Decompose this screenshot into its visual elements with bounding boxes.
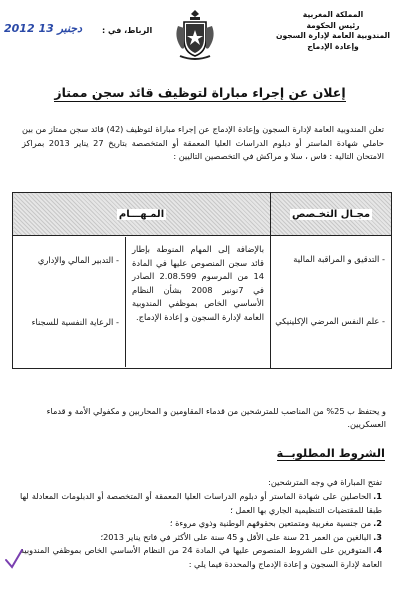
moroccan-coat-of-arms-icon bbox=[172, 8, 218, 62]
check-mark-icon bbox=[4, 548, 24, 570]
date-line bbox=[4, 22, 154, 40]
header-block bbox=[272, 10, 394, 52]
specialties-table bbox=[12, 192, 392, 369]
header-kingdom: المملكة المغربية bbox=[302, 10, 364, 19]
header-government: رئيس الحكومة bbox=[306, 20, 360, 30]
table-row bbox=[13, 236, 392, 369]
task-item: - الرعاية النفسية للسجناء bbox=[31, 317, 119, 327]
list-item: 3.البالغين من العمر 21 سنة على الأقل و 45 سنة على الأكثر في فاتح يناير 2013؛ bbox=[100, 531, 382, 542]
col-tasks-header: المـهـــام bbox=[13, 193, 271, 236]
date-label: الرباط، في : bbox=[102, 26, 153, 35]
announcement-title-text: إعلان عن إجراء مباراة لتوظيف قائد سجن ممتاز bbox=[54, 85, 346, 100]
specialty-item: - التدقيق و المراقبة المالية bbox=[293, 254, 385, 264]
reserved-posts-note: و يحتفظ ب 25% من المناصب للمترشحين من قدماء المقاومين و المحاربين و مكفولي الأمة و قدماء العسكريين. bbox=[46, 406, 386, 429]
conditions-list bbox=[20, 490, 382, 571]
list-item: 4.المتوفرين على الشروط المنصوص عليها في المادة 24 من النظام الأساسي الخاص بموظفي المندوبية العامة لإدارة السجون و إعادة الإدماج والمحددة فيما يلي : bbox=[20, 545, 383, 569]
table-header-row bbox=[13, 193, 392, 236]
tasks-list bbox=[13, 237, 125, 367]
header-delegation-2: وإعادة الإدماج bbox=[307, 41, 359, 51]
header-delegation-1: المندوبية العامة لإدارة السجون bbox=[275, 31, 391, 40]
conditions-intro: تفتح المباراة في وجه المترشحين: bbox=[268, 477, 382, 487]
intro-paragraph: تعلن المندوبية العامة لإدارة السجون وإعادة الإدماج عن إجراء مباراة لتوظيف (42) قائد سجن ممتاز من بين حاملي شهادة الماستر أو دبلوم الدراسات العليا المعمقة أو المتخصصة بتاريخ 27 يناير 2013 بمراكز الامتحان التالية : فاس ، سلا و مراكش في التخصصين التاليين : bbox=[22, 124, 384, 161]
date-handwritten: 2012 دجنبر 13 bbox=[4, 22, 83, 35]
tasks-text: بالإضافة إلى المهام المنوطة بإطار قائد سجن المنصوص عليها في المادة 14 من المرسوم 2.08.599 الصادر في 7نونبر 2008 بشأن النظام الأساسي الخاص بموظفي المندوبية العامة لإدارة السجون و إعادة الإدماج. bbox=[125, 237, 270, 367]
col-spec-header: مجـال التخـصص bbox=[271, 193, 392, 236]
list-item: 2.من جنسية مغربية ومتمتعين بحقوقهم الوطنية وذوي مروءة ؛ bbox=[169, 518, 382, 528]
conditions-title bbox=[0, 446, 385, 460]
task-item: - التدبير المالي والإداري bbox=[37, 255, 119, 265]
conditions-title-text: الشروط المطلوبــة bbox=[276, 446, 385, 460]
specialties-cell bbox=[271, 236, 392, 369]
announcement-title bbox=[38, 85, 362, 100]
list-item: 1.الحاصلين على شهادة الماستر أو دبلوم الدراسات العليا المعمقة أو المتخصصة أو الدبلومات المعادلة لها طبقا للمقتضيات التنظيمية الجاري بها العمل ؛ bbox=[20, 491, 382, 515]
specialty-item: - علم النفس المرضي الإكلينيكي bbox=[275, 316, 385, 326]
tasks-cell bbox=[13, 236, 271, 369]
